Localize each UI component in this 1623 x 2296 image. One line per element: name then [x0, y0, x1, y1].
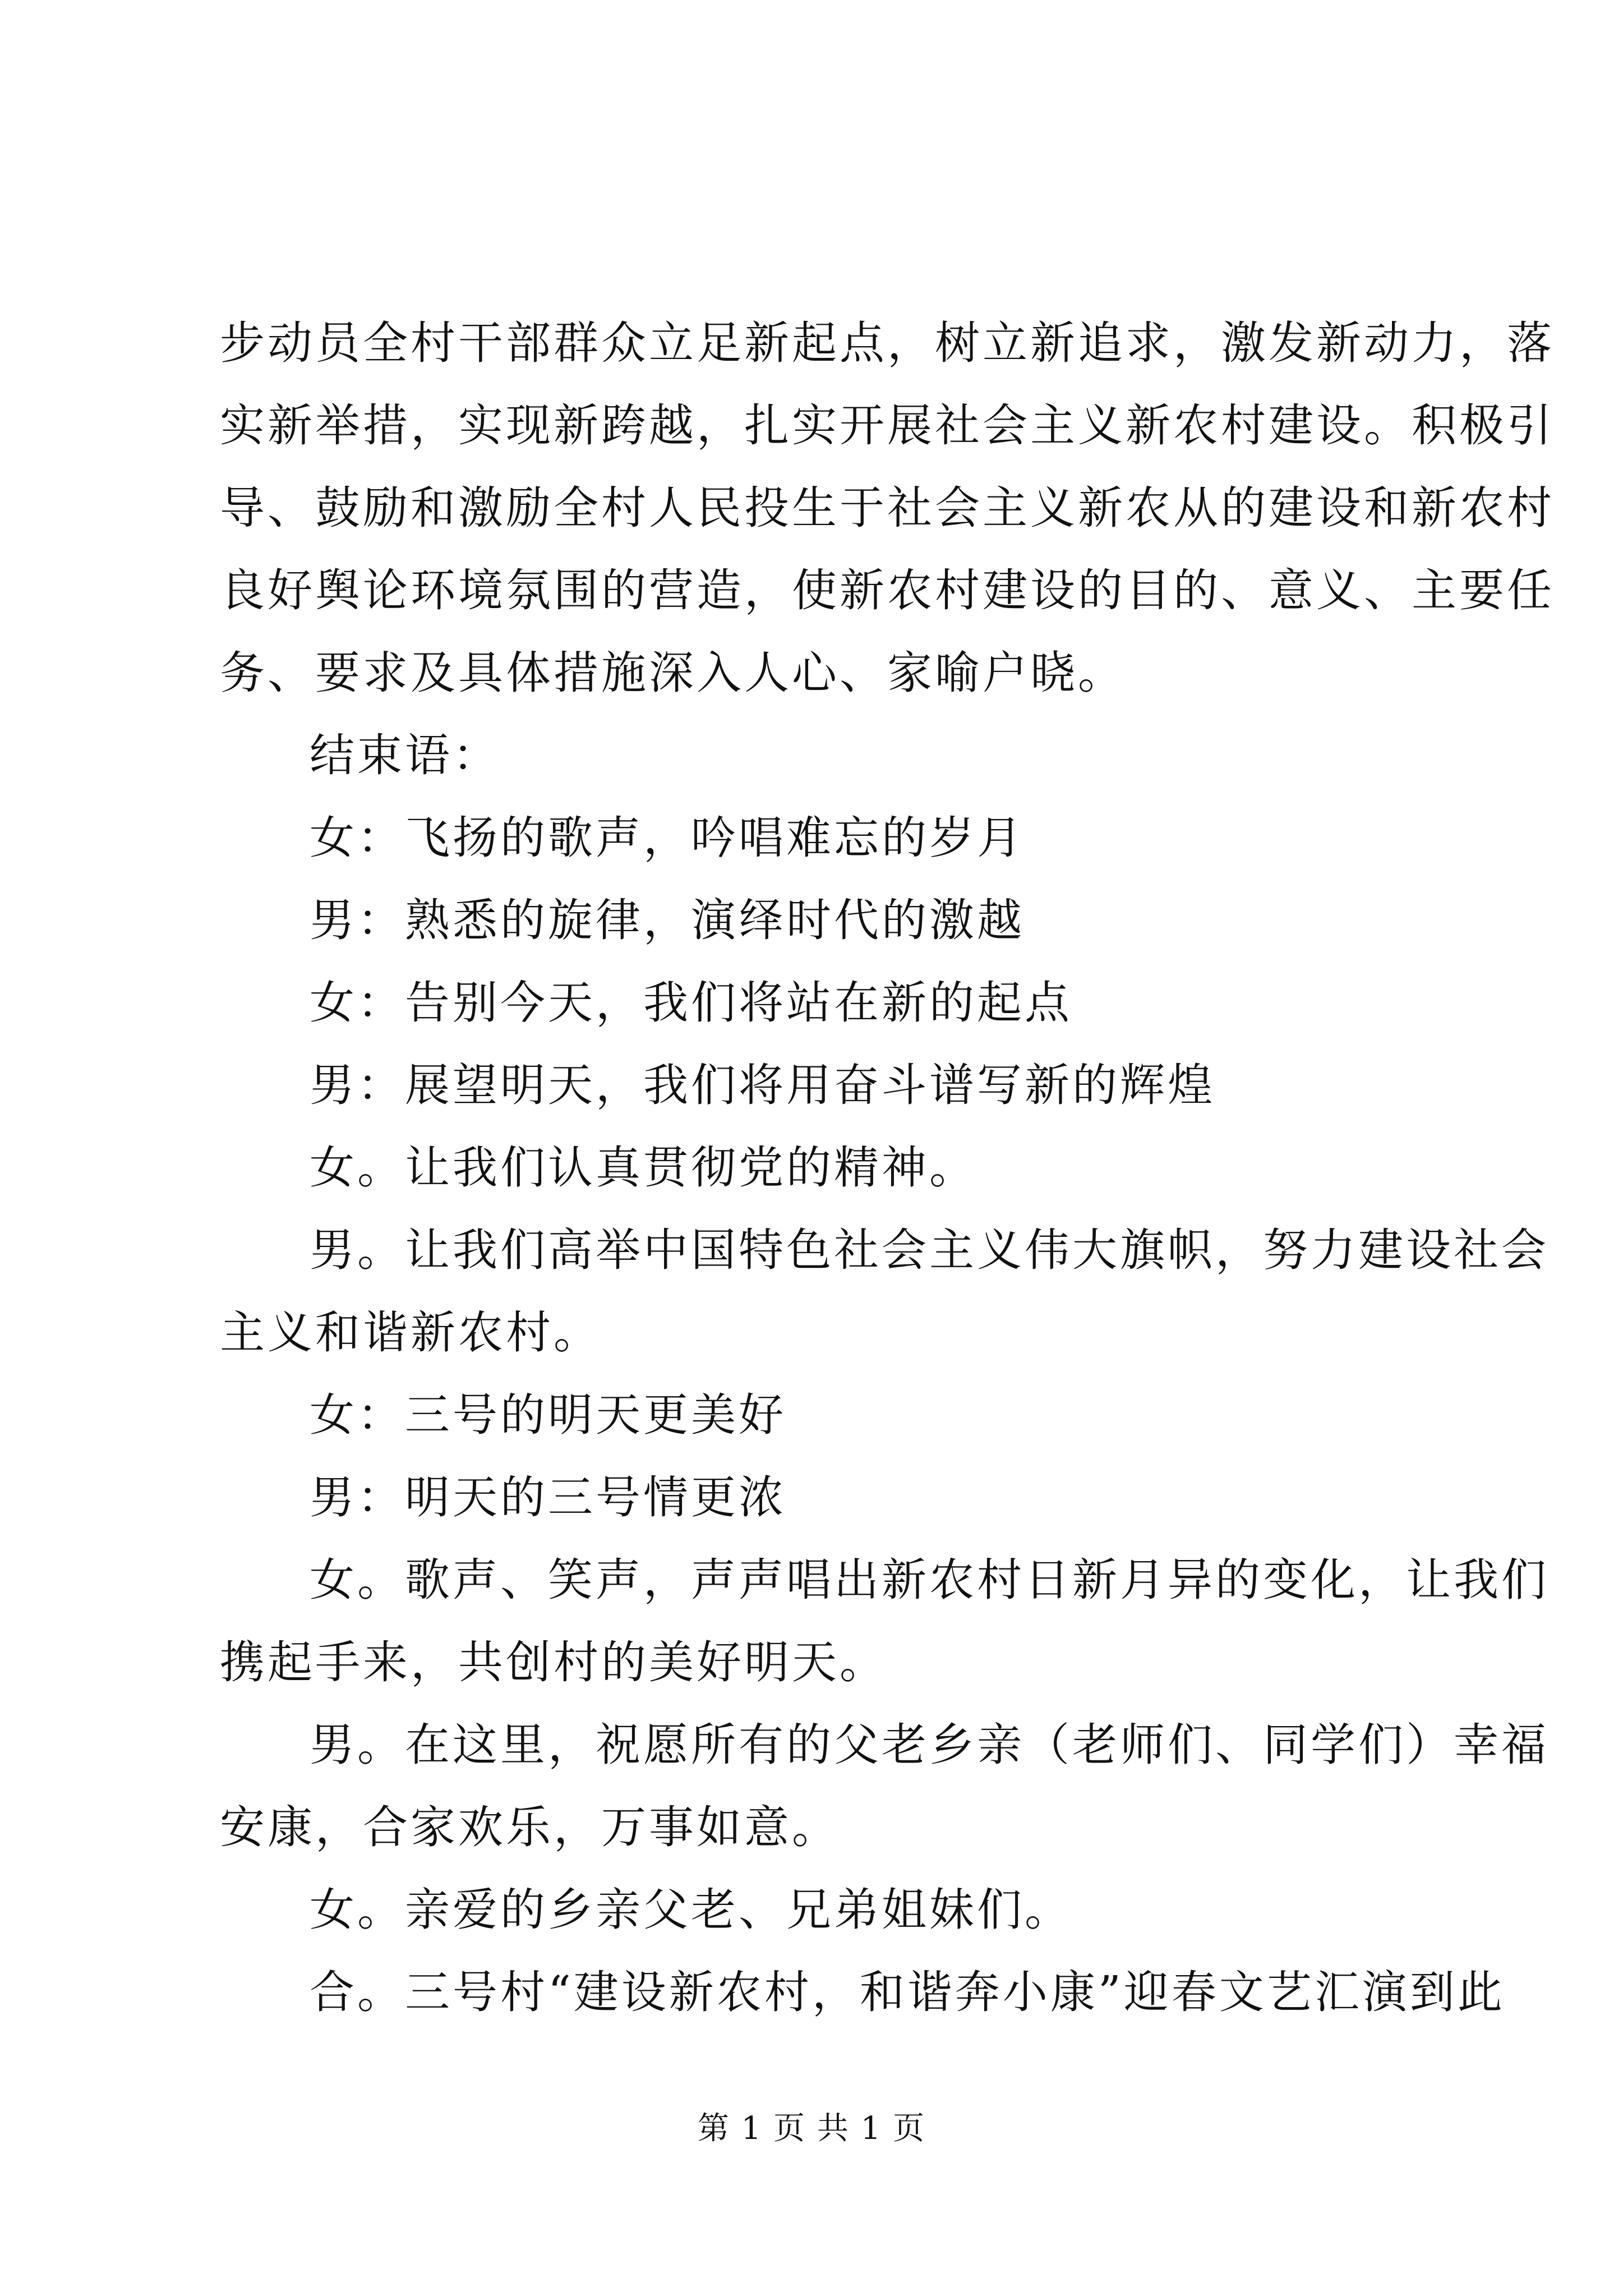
- dialogue-line: 女：飞扬的歌声，吟唱难忘的岁月: [310, 812, 1025, 864]
- document-body: [220, 302, 1555, 2033]
- dialogue-line: 女：告别今天，我们将站在新的起点: [310, 977, 1072, 1029]
- dialogue-line: 女。让我们认真贯彻党的精神。: [310, 1142, 977, 1194]
- section-heading: 结束语：: [310, 729, 500, 781]
- dialogue-line: 女：三号的明天更美好: [310, 1389, 786, 1441]
- body-line: 步动员全村干部群众立足新起点，树立新追求，激发新动力，落: [220, 317, 1555, 369]
- dialogue-line: 女。亲爱的乡亲父老、兄弟姐妹们。: [310, 1884, 1072, 1936]
- dialogue-line: 女。歌声、笑声，声声唱出新农村日新月异的变化，让我们: [310, 1554, 1549, 1606]
- dialogue-line: 安康，合家欢乐，万事如意。: [220, 1801, 840, 1853]
- dialogue-line: 男：熟悉的旋律，演绎时代的激越: [310, 894, 1025, 946]
- dialogue-line: 合。三号村“建设新农村，和谐奔小康”迎春文艺汇演到此: [310, 1966, 1505, 2018]
- body-line: 实新举措，实现新跨越，扎实开展社会主义新农村建设。积极引: [220, 399, 1555, 452]
- body-line: 务、要求及具体措施深入人心、家喻户晓。: [220, 647, 1126, 699]
- dialogue-line: 主义和谐新农村。: [220, 1306, 601, 1359]
- body-line: 导、鼓励和激励全村人民投生于社会主义新农从的建设和新农村: [220, 482, 1555, 534]
- dialogue-line: 携起手来，共创村的美好明天。: [220, 1636, 887, 1688]
- dialogue-line: 男：明天的三号情更浓: [310, 1471, 786, 1524]
- dialogue-line: 男。在这里，祝愿所有的父老乡亲（老师们、同学们）幸福: [310, 1719, 1549, 1771]
- page-number-footer: 第 1 页 共 1 页: [697, 2110, 926, 2147]
- dialogue-line: 男。让我们高举中国特色社会主义伟大旗帜，努力建设社会: [310, 1224, 1549, 1276]
- dialogue-line: 男：展望明天，我们将用奋斗谱写新的辉煌: [310, 1059, 1215, 1111]
- body-line: 良好舆论环境氛围的营造，使新农村建设的目的、意义、主要任: [220, 564, 1555, 616]
